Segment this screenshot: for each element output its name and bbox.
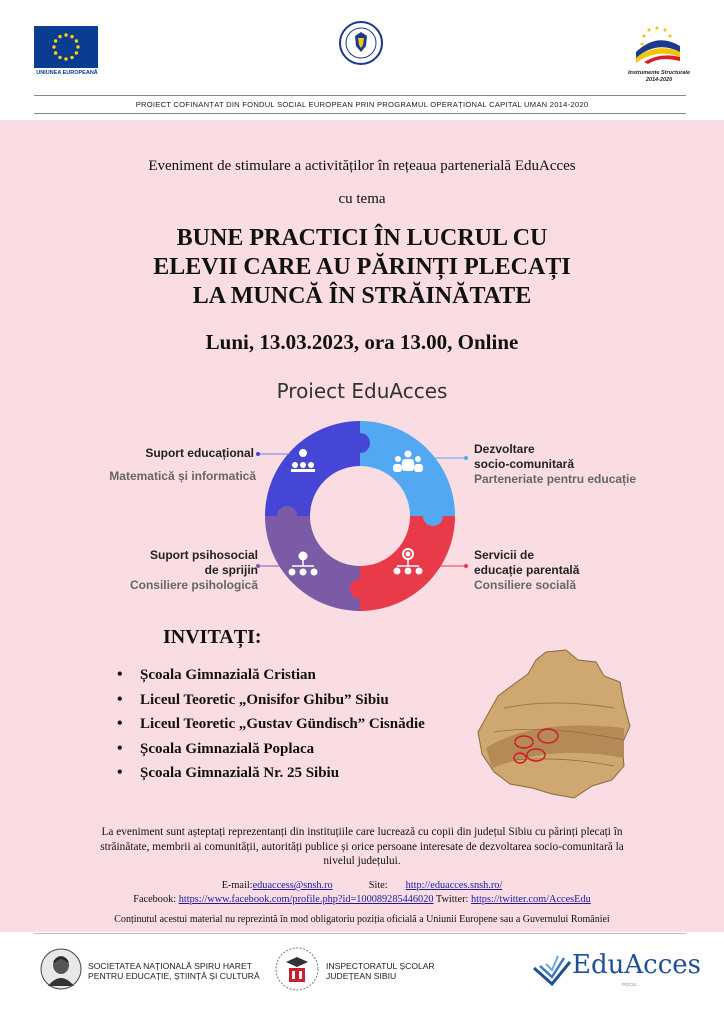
email-label: E-mail: xyxy=(221,880,253,891)
label-parental-education xyxy=(474,548,579,593)
label-psychosocial-line1: Suport psihosocial xyxy=(149,548,258,562)
isj-line2: JUDEȚEAN SIBIU xyxy=(326,971,397,981)
eduacces-book-logo xyxy=(530,948,574,988)
sibiu-county-map xyxy=(474,648,632,802)
isj-sibiu-logo xyxy=(274,946,320,992)
footer-divider xyxy=(34,933,686,934)
structural-instruments-logo xyxy=(630,22,684,66)
label-community-line2: socio-comunitară xyxy=(474,457,575,471)
event-title xyxy=(0,224,724,311)
eduacces-tagline: POCU/... xyxy=(622,982,641,987)
segment-psychosocial-support xyxy=(265,516,360,611)
header-divider-bottom xyxy=(34,113,686,114)
site-label: Site: xyxy=(368,880,388,891)
event-title-line2: ELEVII CARE AU PĂRINȚI PLECAȚI xyxy=(153,254,571,280)
list-item: • Școala Gimnazială Cristian xyxy=(117,663,425,688)
list-item: • Liceul Teoretic „Onisifor Ghibu” Sibiu xyxy=(117,688,425,713)
is-label-line1: Instrumente Structurale xyxy=(627,70,691,76)
eu-flag-logo xyxy=(34,26,98,68)
invited-list xyxy=(117,663,425,786)
event-date: Luni, 13.03.2023, ora 13.00, Online xyxy=(205,330,519,354)
snsh-portrait-logo xyxy=(40,948,82,990)
contact-line-social xyxy=(0,894,724,905)
label-community-line1: Dezvoltare xyxy=(474,442,535,456)
list-item: • Liceul Teoretic „Gustav Gündisch” Cisnădie xyxy=(117,712,425,737)
isj-name xyxy=(326,961,435,981)
snsh-line2: PENTRU EDUCAȚIE, ȘTIINȚĂ ȘI CULTURĂ xyxy=(88,971,260,981)
label-parental-line1: Servicii de xyxy=(474,548,535,562)
twitter-link[interactable]: https://twitter.com/AccesEdu xyxy=(470,894,591,905)
snsh-name xyxy=(88,961,260,981)
list-item: • Școala Gimnazială Poplaca xyxy=(117,737,425,762)
label-parental-subtitle: Consiliere socială xyxy=(474,578,577,592)
list-item: • Școala Gimnazială Nr. 25 Sibiu xyxy=(117,761,425,786)
snsh-line1: SOCIETATEA NAȚIONALĂ SPIRU HARET xyxy=(88,961,252,971)
label-psychosocial-line2: de sprijin xyxy=(204,563,258,577)
label-community-subtitle: Parteneriate pentru educație xyxy=(474,472,637,486)
eduacces-wordmark: EduAcces xyxy=(572,950,701,980)
label-educational-support-title: Suport educațional xyxy=(145,446,254,460)
contact-line-email-site xyxy=(0,880,724,891)
email-link[interactable]: eduaccess@snsh.ro xyxy=(252,880,333,891)
label-educational-support xyxy=(120,446,254,461)
site-link[interactable]: http://eduacces.snsh.ro/ xyxy=(405,880,503,891)
invited-heading: INVITAȚI: xyxy=(163,626,262,648)
disclaimer: Conținutul acestui material nu reprezintă în mod obligatoriu poziția oficială a Uniunii Europene sau a Guvernului României xyxy=(114,914,610,925)
label-psychosocial-subtitle: Consiliere psihologică xyxy=(129,578,258,592)
event-title-line1: BUNE PRACTICI ÎN LUCRUL CU xyxy=(176,225,548,251)
segment-educational-support xyxy=(265,421,360,516)
romanian-government-seal xyxy=(338,20,384,66)
cofinance-statement: PROIECT COFINANȚAT DIN FONDUL SOCIAL EUROPEAN PRIN PROGRAMUL OPERAȚIONAL CAPITAL UMAN 2014-2020 xyxy=(135,100,589,109)
label-parental-line2: educație parentală xyxy=(474,563,580,577)
facebook-label: Facebook: xyxy=(133,894,177,905)
label-educational-support-subtitle: Matematică și informatică xyxy=(109,469,256,483)
structural-instruments-label xyxy=(614,70,704,84)
label-community-development xyxy=(474,442,636,487)
header-divider-top xyxy=(34,95,686,96)
event-description: La eveniment sunt așteptați reprezentanți din instituțiile care lucrează cu copii din județul Sibiu cu părinți plecați în străinătate, membrii ai comunității, autorități publice și orice persoane interesate de dezvoltarea socio-comunitară la nivelul județului. xyxy=(100,826,624,867)
label-psychosocial-support xyxy=(100,548,258,593)
eu-label: UNIUNEA EUROPEANĂ xyxy=(36,70,98,76)
label-educational-support-sub xyxy=(90,469,256,484)
project-diagram-title: Proiect EduAcces xyxy=(276,379,448,403)
event-intro: Eveniment de stimulare a activităților în rețeaua partenerială EduAcces xyxy=(148,158,576,174)
facebook-link[interactable]: https://www.facebook.com/profile.php?id=100089285446020 xyxy=(178,894,434,905)
twitter-label: Twitter: xyxy=(435,894,469,905)
isj-line1: INSPECTORATUL ȘCOLAR xyxy=(326,961,435,971)
header-band xyxy=(0,0,724,120)
event-title-line3: LA MUNCĂ ÎN STRĂINĂTATE xyxy=(192,283,532,309)
is-label-line2: 2014-2020 xyxy=(645,77,673,83)
event-theme-label: cu tema xyxy=(338,191,386,207)
